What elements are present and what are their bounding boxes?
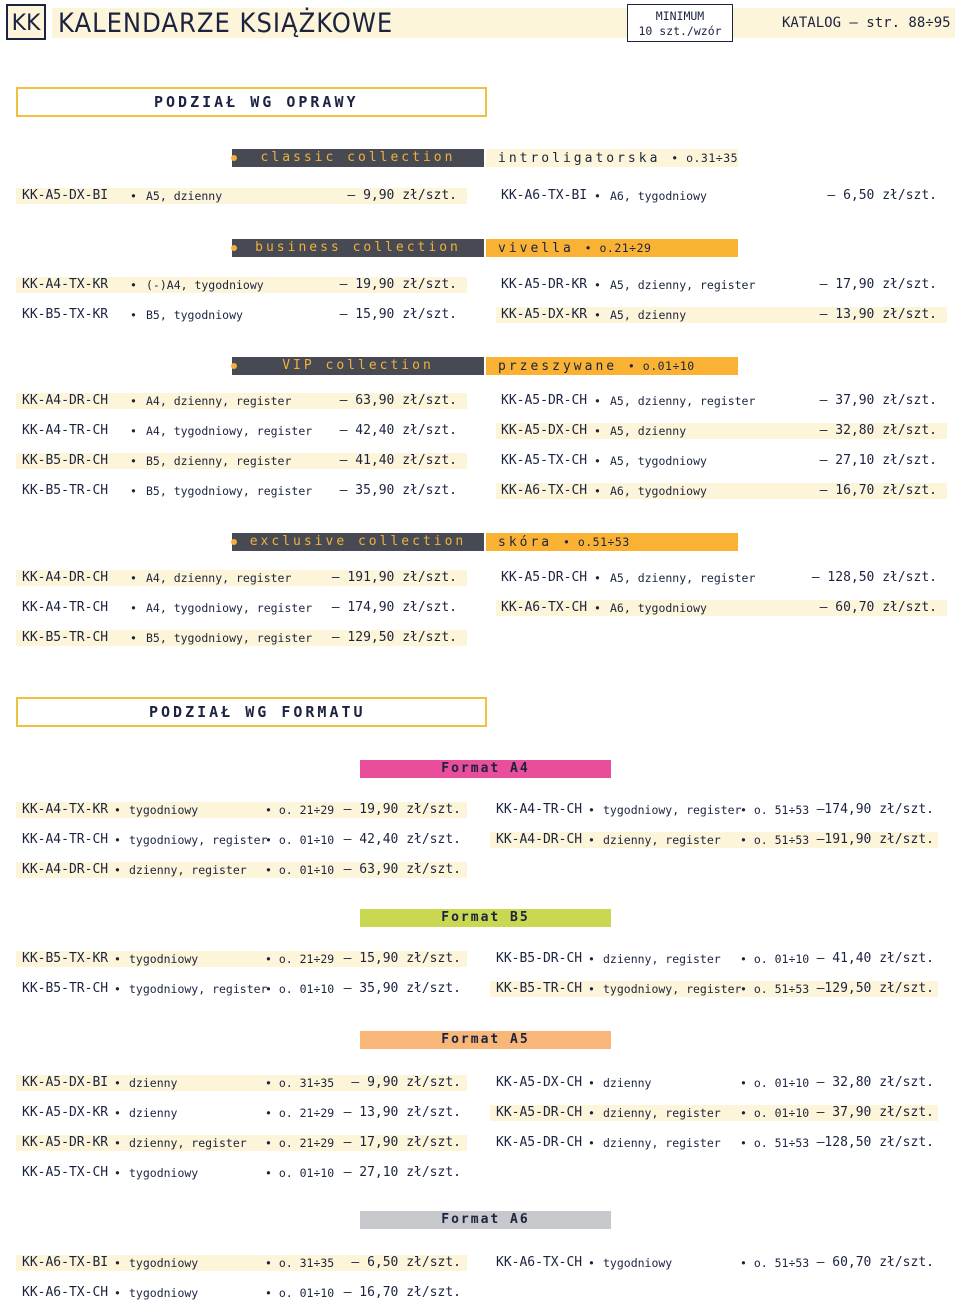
product-row bbox=[496, 453, 947, 469]
product-row bbox=[490, 1075, 938, 1091]
product-code: KK-A4-DR-CH bbox=[22, 393, 109, 408]
product-code: KK-A4-TR-CH bbox=[496, 802, 583, 817]
product-code: KK-B5-TR-CH bbox=[22, 630, 109, 645]
product-price: – 35,90 zł/szt. bbox=[339, 483, 457, 498]
product-code: KK-A6-TX-BI bbox=[22, 1255, 109, 1270]
product-description: dzienny, register bbox=[603, 952, 721, 966]
product-price: –129,50 zł/szt. bbox=[816, 981, 934, 996]
page-title: KALENDARZE KSIĄŻKOWE bbox=[58, 8, 394, 39]
product-row bbox=[496, 570, 947, 586]
row-bullet-icon: • bbox=[114, 1166, 121, 1180]
product-row bbox=[16, 1075, 467, 1091]
product-description: dzienny bbox=[603, 1076, 652, 1090]
collection-title: VIP collection bbox=[282, 358, 434, 373]
binding-type-bar bbox=[486, 357, 738, 375]
product-code: KK-A5-TX-CH bbox=[22, 1165, 109, 1180]
row-bullet-icon: • bbox=[594, 484, 601, 498]
product-price: – 13,90 zł/szt. bbox=[819, 307, 937, 322]
row-bullet-icon: • bbox=[594, 278, 601, 292]
product-code: KK-A6-TX-BI bbox=[501, 188, 588, 203]
row-bullet-icon: • bbox=[130, 394, 137, 408]
product-description: tygodniowy, register bbox=[129, 833, 268, 847]
row-bullet-icon: • bbox=[130, 189, 137, 203]
product-price: – 16,70 zł/szt. bbox=[819, 483, 937, 498]
product-price: – 6,50 zł/szt. bbox=[827, 188, 937, 203]
product-code: KK-B5-TR-CH bbox=[22, 483, 109, 498]
row-bullet-icon: • bbox=[588, 803, 595, 817]
product-description: B5, tygodniowy bbox=[146, 308, 243, 322]
product-price: – 6,50 zł/szt. bbox=[351, 1255, 461, 1270]
product-code: KK-A5-DR-KR bbox=[501, 277, 588, 292]
product-row bbox=[16, 1285, 467, 1301]
product-code: KK-A4-DR-CH bbox=[22, 570, 109, 585]
row-bullet-icon: • bbox=[594, 394, 601, 408]
catalog-pages: • o. 21÷29 bbox=[265, 1106, 335, 1120]
product-row bbox=[496, 307, 947, 323]
product-row bbox=[490, 832, 938, 848]
product-row bbox=[16, 423, 467, 439]
product-row bbox=[16, 802, 467, 818]
product-row bbox=[490, 1135, 938, 1151]
row-bullet-icon: • bbox=[594, 424, 601, 438]
product-row bbox=[16, 483, 467, 499]
product-code: KK-A4-TX-KR bbox=[22, 277, 109, 292]
format-bar: Format A4 bbox=[360, 760, 611, 778]
row-bullet-icon: • bbox=[114, 1136, 121, 1150]
binding-type-bar bbox=[486, 149, 738, 167]
minimum-label: MINIMUM bbox=[655, 9, 705, 23]
row-bullet-icon: • bbox=[588, 1256, 595, 1270]
product-code: KK-A5-DX-BI bbox=[22, 1075, 109, 1090]
catalog-pages: • o. 01÷10 bbox=[265, 863, 335, 877]
product-row bbox=[16, 307, 467, 323]
product-price: – 19,90 zł/szt. bbox=[339, 277, 457, 292]
product-row bbox=[490, 981, 938, 997]
product-price: – 41,40 zł/szt. bbox=[816, 951, 934, 966]
product-code: KK-A5-DR-CH bbox=[501, 570, 588, 585]
product-price: – 13,90 zł/szt. bbox=[343, 1105, 461, 1120]
product-price: – 32,80 zł/szt. bbox=[816, 1075, 934, 1090]
product-row bbox=[16, 630, 467, 646]
product-row bbox=[16, 188, 467, 204]
catalog-pages: • o. 51÷53 bbox=[740, 1256, 810, 1270]
product-description: A5, dzienny, register bbox=[610, 571, 756, 585]
product-description: A6, tygodniowy bbox=[610, 189, 707, 203]
product-price: – 128,50 zł/szt. bbox=[811, 570, 937, 585]
row-bullet-icon: • bbox=[588, 982, 595, 996]
product-row bbox=[496, 277, 947, 293]
product-code: KK-A6-TX-CH bbox=[22, 1285, 109, 1300]
product-price: – 37,90 zł/szt. bbox=[816, 1105, 934, 1120]
product-description: dzienny bbox=[129, 1106, 178, 1120]
product-code: KK-B5-TR-CH bbox=[22, 981, 109, 996]
product-row bbox=[16, 1255, 467, 1271]
product-code: KK-A5-DX-CH bbox=[496, 1075, 583, 1090]
product-code: KK-A5-TX-CH bbox=[501, 453, 588, 468]
row-bullet-icon: • bbox=[588, 1136, 595, 1150]
product-price: – 15,90 zł/szt. bbox=[343, 951, 461, 966]
row-bullet-icon: • bbox=[594, 601, 601, 615]
row-bullet-icon: • bbox=[114, 952, 121, 966]
product-code: KK-A4-DR-CH bbox=[22, 862, 109, 877]
product-description: A5, tygodniowy bbox=[610, 454, 707, 468]
catalog-pages: • o. 21÷29 bbox=[265, 803, 335, 817]
minimum-order-box bbox=[627, 4, 733, 42]
format-bar: Format A5 bbox=[360, 1031, 611, 1049]
product-code: KK-A5-DR-KR bbox=[22, 1135, 109, 1150]
product-price: – 60,70 zł/szt. bbox=[816, 1255, 934, 1270]
product-row bbox=[16, 277, 467, 293]
catalog-pages: • o. 51÷53 bbox=[740, 803, 810, 817]
product-description: B5, dzienny, register bbox=[146, 454, 292, 468]
row-bullet-icon: • bbox=[114, 1106, 121, 1120]
collection-bar bbox=[232, 149, 484, 167]
row-bullet-icon: • bbox=[114, 982, 121, 996]
product-price: –174,90 zł/szt. bbox=[816, 802, 934, 817]
product-row bbox=[16, 832, 467, 848]
product-description: tygodniowy bbox=[129, 1286, 199, 1300]
product-row bbox=[496, 483, 947, 499]
product-code: KK-B5-DR-CH bbox=[496, 951, 583, 966]
row-bullet-icon: • bbox=[114, 1256, 121, 1270]
product-description: A5, dzienny bbox=[610, 308, 687, 322]
row-bullet-icon: • bbox=[588, 833, 595, 847]
product-row bbox=[16, 951, 467, 967]
product-row bbox=[490, 1105, 938, 1121]
format-bar: Format A6 bbox=[360, 1211, 611, 1229]
product-code: KK-A4-TR-CH bbox=[22, 600, 109, 615]
section-title-binding: PODZIAŁ WG OPRAWY bbox=[16, 87, 487, 117]
row-bullet-icon: • bbox=[114, 803, 121, 817]
catalog-pages: • o. 01÷10 bbox=[740, 1076, 810, 1090]
product-row bbox=[16, 393, 467, 409]
product-price: – 27,10 zł/szt. bbox=[343, 1165, 461, 1180]
binding-type-pages: • o.01÷10 bbox=[627, 359, 695, 373]
product-price: – 32,80 zł/szt. bbox=[819, 423, 937, 438]
product-row bbox=[490, 802, 938, 818]
product-row bbox=[16, 1105, 467, 1121]
binding-type-title: vivella bbox=[498, 241, 574, 256]
catalog-pages: • o. 21÷29 bbox=[265, 952, 335, 966]
catalog-pages: • o. 01÷10 bbox=[740, 1106, 810, 1120]
product-description: A6, tygodniowy bbox=[610, 601, 707, 615]
binding-type-title: skóra bbox=[498, 535, 553, 550]
row-bullet-icon: • bbox=[588, 1106, 595, 1120]
catalog-pages: • o. 01÷10 bbox=[265, 833, 335, 847]
row-bullet-icon: • bbox=[588, 952, 595, 966]
section-title-format: PODZIAŁ WG FORMATU bbox=[16, 697, 487, 727]
product-row bbox=[16, 600, 467, 616]
catalog-pages: • o. 01÷10 bbox=[740, 952, 810, 966]
row-bullet-icon: • bbox=[114, 833, 121, 847]
product-price: – 35,90 zł/szt. bbox=[343, 981, 461, 996]
product-description: A6, tygodniowy bbox=[610, 484, 707, 498]
product-price: – 41,40 zł/szt. bbox=[339, 453, 457, 468]
catalog-pages: • o. 51÷53 bbox=[740, 1136, 810, 1150]
catalog-pages: • o. 21÷29 bbox=[265, 1136, 335, 1150]
product-code: KK-A5-DR-CH bbox=[496, 1105, 583, 1120]
product-row bbox=[496, 600, 947, 616]
product-price: – 63,90 zł/szt. bbox=[339, 393, 457, 408]
product-code: KK-A4-TR-CH bbox=[22, 832, 109, 847]
product-row bbox=[16, 981, 467, 997]
product-description: A4, tygodniowy, register bbox=[146, 601, 313, 615]
catalog-pages: • o. 51÷53 bbox=[740, 982, 810, 996]
product-description: tygodniowy, register bbox=[603, 982, 742, 996]
row-bullet-icon: • bbox=[130, 631, 137, 645]
product-price: – 19,90 zł/szt. bbox=[343, 802, 461, 817]
product-description: dzienny, register bbox=[603, 1106, 721, 1120]
product-row bbox=[16, 570, 467, 586]
format-bar: Format B5 bbox=[360, 909, 611, 927]
collection-title: business collection bbox=[255, 240, 461, 255]
product-code: KK-B5-DR-CH bbox=[22, 453, 109, 468]
product-code: KK-B5-TX-KR bbox=[22, 951, 109, 966]
product-row bbox=[16, 862, 467, 878]
brand-logo: KK bbox=[6, 4, 46, 40]
product-code: KK-A4-TR-CH bbox=[22, 423, 109, 438]
product-price: – 63,90 zł/szt. bbox=[343, 862, 461, 877]
product-row bbox=[490, 1255, 938, 1271]
row-bullet-icon: • bbox=[130, 454, 137, 468]
row-bullet-icon: • bbox=[114, 1286, 121, 1300]
product-description: tygodniowy, register bbox=[603, 803, 742, 817]
row-bullet-icon: • bbox=[594, 308, 601, 322]
product-row bbox=[496, 188, 947, 204]
product-row bbox=[490, 951, 938, 967]
collection-title: exclusive collection bbox=[249, 534, 467, 549]
product-description: tygodniowy bbox=[129, 1256, 199, 1270]
product-code: KK-A4-TX-KR bbox=[22, 802, 109, 817]
catalog-reference: KATALOG – str. 88÷95 bbox=[782, 15, 951, 31]
row-bullet-icon: • bbox=[130, 484, 137, 498]
product-code: KK-A6-TX-CH bbox=[496, 1255, 583, 1270]
collection-bar bbox=[232, 239, 484, 257]
product-description: dzienny, register bbox=[129, 863, 247, 877]
product-price: – 17,90 zł/szt. bbox=[343, 1135, 461, 1150]
minimum-value: 10 szt./wzór bbox=[638, 24, 722, 38]
row-bullet-icon: • bbox=[114, 863, 121, 877]
catalog-pages: • o. 01÷10 bbox=[265, 982, 335, 996]
product-description: tygodniowy bbox=[129, 1166, 199, 1180]
binding-type-bar bbox=[486, 533, 738, 551]
collection-bar bbox=[232, 357, 484, 375]
product-description: tygodniowy bbox=[129, 803, 199, 817]
catalog-pages: • o. 01÷10 bbox=[265, 1286, 335, 1300]
product-price: –191,90 zł/szt. bbox=[816, 832, 934, 847]
product-row bbox=[16, 1165, 467, 1181]
binding-type-title: introligatorska bbox=[498, 151, 661, 166]
product-description: tygodniowy, register bbox=[129, 982, 268, 996]
bullet-dot-icon bbox=[231, 363, 237, 369]
product-code: KK-A5-DR-CH bbox=[496, 1135, 583, 1150]
product-description: B5, tygodniowy, register bbox=[146, 484, 313, 498]
product-price: – 191,90 zł/szt. bbox=[331, 570, 457, 585]
row-bullet-icon: • bbox=[594, 571, 601, 585]
product-description: tygodniowy bbox=[603, 1256, 673, 1270]
product-code: KK-A6-TX-CH bbox=[501, 483, 588, 498]
product-row bbox=[16, 1135, 467, 1151]
product-description: dzienny bbox=[129, 1076, 178, 1090]
product-description: A4, dzienny, register bbox=[146, 394, 292, 408]
collection-bar bbox=[232, 533, 484, 551]
row-bullet-icon: • bbox=[130, 278, 137, 292]
product-price: – 15,90 zł/szt. bbox=[339, 307, 457, 322]
product-code: KK-A5-DX-KR bbox=[22, 1105, 109, 1120]
product-price: – 129,50 zł/szt. bbox=[331, 630, 457, 645]
bullet-dot-icon bbox=[231, 539, 237, 545]
product-description: A5, dzienny bbox=[146, 189, 223, 203]
product-description: tygodniowy bbox=[129, 952, 199, 966]
binding-type-pages: • o.21÷29 bbox=[584, 241, 652, 255]
row-bullet-icon: • bbox=[130, 571, 137, 585]
product-description: A5, dzienny, register bbox=[610, 278, 756, 292]
catalog-pages: • o. 51÷53 bbox=[740, 833, 810, 847]
row-bullet-icon: • bbox=[130, 424, 137, 438]
binding-type-pages: • o.51÷53 bbox=[562, 535, 630, 549]
product-price: – 27,10 zł/szt. bbox=[819, 453, 937, 468]
product-description: dzienny, register bbox=[129, 1136, 247, 1150]
product-price: – 17,90 zł/szt. bbox=[819, 277, 937, 292]
product-price: – 9,90 zł/szt. bbox=[347, 188, 457, 203]
product-price: – 174,90 zł/szt. bbox=[331, 600, 457, 615]
product-code: KK-B5-TX-KR bbox=[22, 307, 109, 322]
row-bullet-icon: • bbox=[130, 308, 137, 322]
binding-type-title: przeszywane bbox=[498, 359, 618, 374]
bullet-dot-icon bbox=[231, 155, 237, 161]
product-row bbox=[496, 393, 947, 409]
product-code: KK-B5-TR-CH bbox=[496, 981, 583, 996]
binding-type-pages: • o.31÷35 bbox=[671, 151, 739, 165]
product-price: – 42,40 zł/szt. bbox=[339, 423, 457, 438]
product-code: KK-A5-DX-BI bbox=[22, 188, 109, 203]
catalog-pages: • o. 31÷35 bbox=[265, 1256, 335, 1270]
row-bullet-icon: • bbox=[114, 1076, 121, 1090]
row-bullet-icon: • bbox=[130, 601, 137, 615]
product-price: – 16,70 zł/szt. bbox=[343, 1285, 461, 1300]
product-description: A4, dzienny, register bbox=[146, 571, 292, 585]
product-description: dzienny, register bbox=[603, 1136, 721, 1150]
product-price: – 42,40 zł/szt. bbox=[343, 832, 461, 847]
product-description: B5, tygodniowy, register bbox=[146, 631, 313, 645]
product-code: KK-A5-DX-CH bbox=[501, 423, 588, 438]
product-price: – 9,90 zł/szt. bbox=[351, 1075, 461, 1090]
product-row bbox=[496, 423, 947, 439]
product-description: dzienny, register bbox=[603, 833, 721, 847]
product-description: A5, dzienny bbox=[610, 424, 687, 438]
row-bullet-icon: • bbox=[594, 454, 601, 468]
row-bullet-icon: • bbox=[588, 1076, 595, 1090]
product-code: KK-A5-DR-CH bbox=[501, 393, 588, 408]
product-code: KK-A6-TX-CH bbox=[501, 600, 588, 615]
product-code: KK-A4-DR-CH bbox=[496, 832, 583, 847]
product-price: – 60,70 zł/szt. bbox=[819, 600, 937, 615]
product-description: (-)A4, tygodniowy bbox=[146, 278, 264, 292]
product-description: A4, tygodniowy, register bbox=[146, 424, 313, 438]
product-description: A5, dzienny, register bbox=[610, 394, 756, 408]
product-row bbox=[16, 453, 467, 469]
row-bullet-icon: • bbox=[594, 189, 601, 203]
catalog-pages: • o. 31÷35 bbox=[265, 1076, 335, 1090]
catalog-pages: • o. 01÷10 bbox=[265, 1166, 335, 1180]
collection-title: classic collection bbox=[260, 150, 456, 165]
bullet-dot-icon bbox=[231, 245, 237, 251]
product-price: – 37,90 zł/szt. bbox=[819, 393, 937, 408]
product-code: KK-A5-DX-KR bbox=[501, 307, 588, 322]
binding-type-bar bbox=[486, 239, 738, 257]
product-price: –128,50 zł/szt. bbox=[816, 1135, 934, 1150]
